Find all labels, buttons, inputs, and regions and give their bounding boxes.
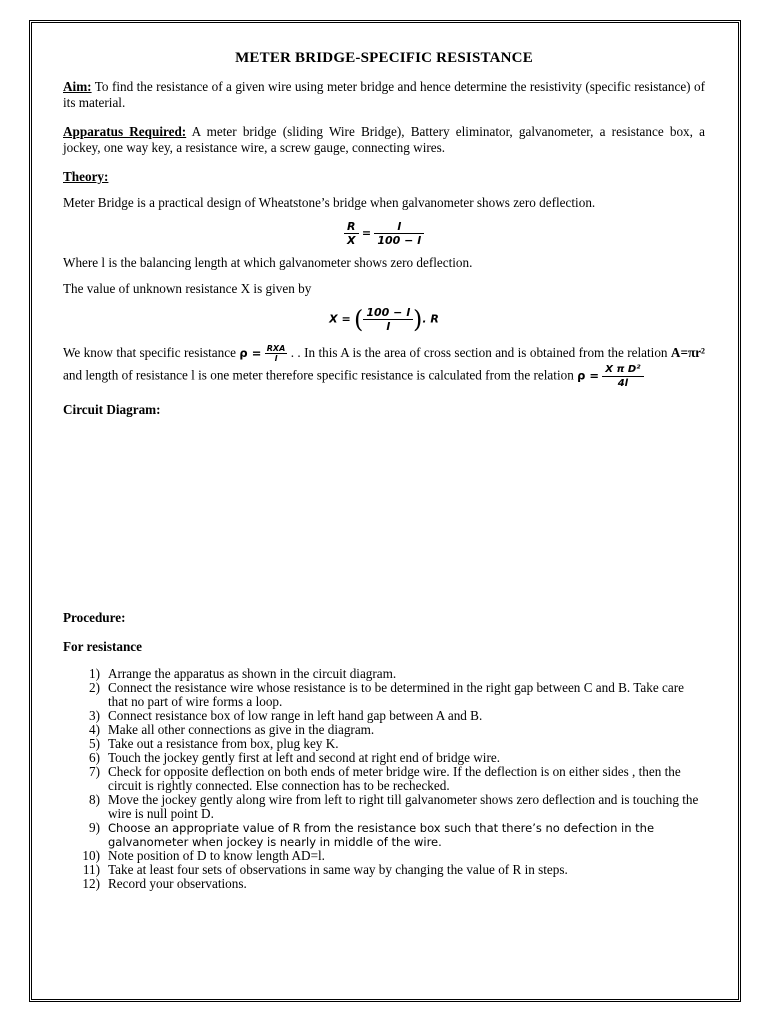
procedure-step: [63, 793, 705, 821]
for-resistance-label: For resistance: [63, 638, 142, 654]
step-text: Connect the resistance wire whose resistance is to be determined in the right gap between C and B. Take care that no part of wire forms a loop.: [108, 680, 684, 710]
procedure-step: [63, 709, 705, 723]
fraction-xpid2-4l: [602, 363, 643, 390]
step-text: Record your observations.: [108, 876, 247, 892]
equation-tail: . R: [422, 312, 439, 326]
equation-ratio: [63, 220, 705, 247]
step-number: 3): [89, 708, 100, 724]
specific-resistance-paragraph: [63, 343, 705, 390]
unknown-resistance-text: The value of unknown resistance X is given by: [63, 281, 312, 296]
theory-intro: Meter Bridge is a practical design of Wheatstone’s bridge when galvanometer shows zero deflection.: [63, 195, 596, 210]
fraction-denominator: 4l: [602, 376, 643, 390]
document-title: METER BRIDGE-SPECIFIC RESISTANCE: [235, 50, 533, 66]
specific-text-1: We know that specific resistance: [63, 344, 240, 360]
fraction-denominator: 100 − l: [374, 233, 424, 247]
step-text: Take out a resistance from box, plug key K.: [108, 736, 339, 752]
apparatus-label: Apparatus Required:: [63, 123, 187, 139]
fraction-numerator: 100 − l: [366, 305, 410, 319]
equation-lhs: X =: [329, 312, 351, 326]
aim-text: To find the resistance of a given wire using meter bridge and hence determine the resistivity (specific resistance) of its material.: [63, 78, 705, 110]
step-text: Check for opposite deflection on both ends of meter bridge wire. If the deflection is on either sides , then the circuit is rightly connected. Else connection has to be rechecked.: [108, 764, 681, 794]
step-text: Choose an appropriate value of R from the resistance box such that there’s no defection in the galvanometer when jockey is nearly in middle of the wire.: [108, 821, 655, 850]
fraction-100-l: [363, 306, 413, 333]
step-number: 5): [89, 736, 100, 752]
procedure-step: [63, 877, 705, 891]
document-body: [63, 50, 705, 891]
right-paren: ): [412, 304, 423, 333]
rho-symbol: ρ =: [239, 345, 262, 360]
step-text: Connect resistance box of low range in left hand gap between A and B.: [108, 708, 483, 724]
fraction-denominator: X: [344, 233, 358, 247]
rho-symbol-2: ρ =: [577, 368, 599, 383]
procedure-steps-list: [63, 667, 705, 891]
equals-sign: =: [361, 226, 372, 240]
procedure-step: [63, 765, 705, 793]
step-number: 12): [82, 876, 100, 892]
theory-label: Theory:: [63, 168, 109, 184]
procedure-step: [63, 849, 705, 863]
apparatus-text: A meter bridge (sliding Wire Bridge), Battery eliminator, galvanometer, a resistance box, a jockey, one way key, a resistance wire, a screw gauge, connecting wires.: [63, 123, 705, 155]
fraction-denominator: l: [363, 319, 413, 333]
step-text: Take at least four sets of observations in same way by changing the value of R in steps.: [108, 862, 568, 878]
procedure-step: [63, 863, 705, 877]
procedure-label: Procedure:: [63, 610, 126, 626]
circuit-diagram-label: Circuit Diagram:: [63, 401, 161, 417]
step-number: 10): [82, 848, 100, 864]
procedure-step: [63, 681, 705, 709]
procedure-step: [63, 751, 705, 765]
step-text: Arrange the apparatus as shown in the circuit diagram.: [108, 666, 397, 682]
procedure-step: [63, 821, 705, 849]
step-number: 2): [89, 680, 100, 696]
theory-heading: [63, 169, 705, 186]
procedure-step: [63, 667, 705, 681]
apparatus-paragraph: [63, 124, 705, 157]
step-text: Make all other connections as give in the diagram.: [108, 722, 375, 738]
aim-paragraph: [63, 79, 705, 112]
fraction-l: [374, 220, 424, 247]
step-number: 11): [82, 862, 100, 878]
equation-x: [63, 306, 705, 333]
step-text: Touch the jockey gently first at left and second at right end of bridge wire.: [108, 750, 501, 766]
fraction-numerator: X π D²: [605, 363, 641, 375]
specific-text-3: and length of resistance l is one meter therefore specific resistance is calculated from the relation: [63, 367, 578, 383]
circuit-diagram-area: [63, 418, 705, 610]
left-paren: (: [353, 304, 364, 333]
fraction-denominator: l: [265, 353, 288, 363]
fraction-numerator: l: [397, 219, 402, 233]
procedure-step: [63, 723, 705, 737]
fraction-r-x: [344, 220, 358, 247]
step-number: 6): [89, 750, 100, 766]
step-text: Move the jockey gently along wire from left to right till galvanometer shows zero deflection and is touching the wire is null point D.: [108, 792, 699, 822]
fraction-numerator: RXA: [266, 343, 286, 353]
specific-text-2: . . In this A is the area of cross section and is obtained from the relation: [287, 344, 671, 360]
fraction-rxa-l: [265, 344, 288, 363]
aim-label: Aim:: [63, 78, 92, 94]
step-number: 1): [89, 666, 100, 682]
area-relation: A=πr²: [670, 344, 705, 360]
fraction-numerator: R: [347, 219, 356, 233]
step-number: 8): [89, 792, 100, 808]
step-number: 4): [89, 722, 100, 738]
balancing-length-text: Where l is the balancing length at which galvanometer shows zero deflection.: [63, 254, 473, 270]
procedure-step: [63, 737, 705, 751]
step-number: 7): [89, 764, 100, 780]
step-text: Note position of D to know length AD=l.: [108, 848, 325, 864]
step-number: 9): [89, 820, 100, 836]
